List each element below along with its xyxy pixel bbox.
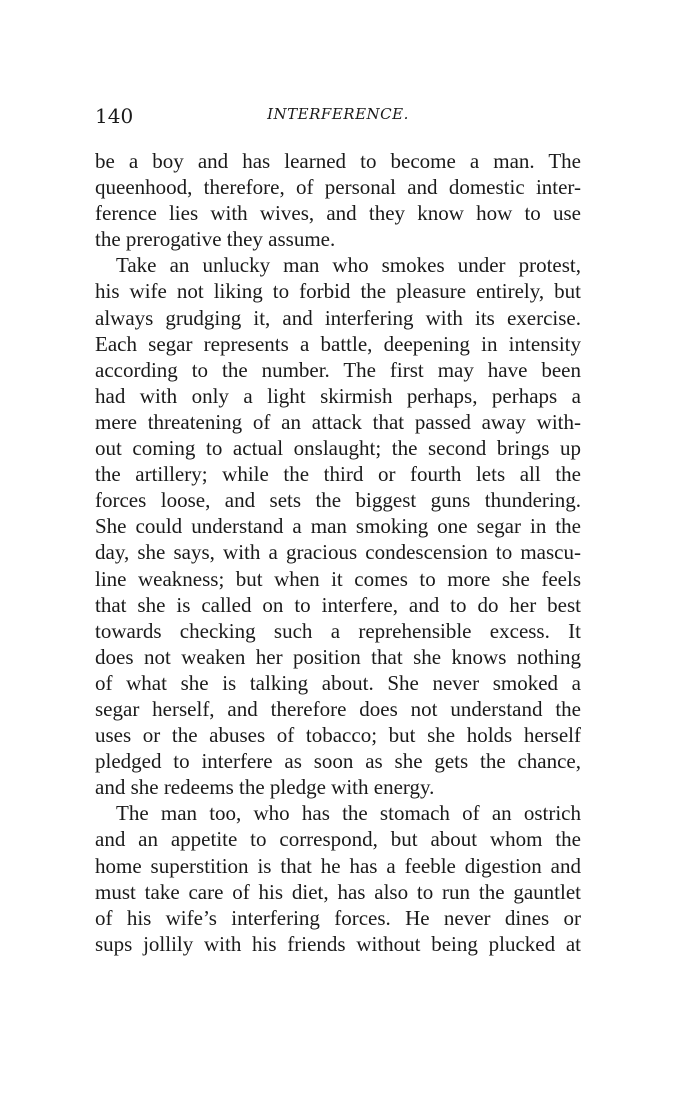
text-line: She could understand a man smoking one segar in the <box>95 514 581 539</box>
text-line: and an appetite to correspond, but about whom the <box>95 827 581 852</box>
text-line: home superstition is that he has a feeble digestion and <box>95 853 581 878</box>
text-line: segar herself, and therefore does not understand the <box>95 696 581 721</box>
running-title: INTERFERENCE. <box>267 105 409 123</box>
text-line: queenhood, therefore, of personal and domestic inter- <box>95 175 581 200</box>
text-line: of his wife’s interfering forces. He never dines or <box>95 905 581 930</box>
page-header <box>95 104 581 132</box>
text-line: Take an unlucky man who smokes under protest, <box>116 253 581 278</box>
text-line: out coming to actual onslaught; the second brings up <box>95 436 581 461</box>
text-line: The man too, who has the stomach of an ostrich <box>116 801 581 826</box>
text-line: forces loose, and sets the biggest guns thundering. <box>95 488 581 513</box>
text-line: Each segar represents a battle, deepening in intensity <box>95 331 581 356</box>
body-text <box>95 148 581 957</box>
text-line: must take care of his diet, has also to run the gauntlet <box>95 879 581 904</box>
text-line: that she is called on to interfere, and to do her best <box>95 592 581 617</box>
text-line: his wife not liking to forbid the pleasure entirely, but <box>95 279 581 304</box>
text-line: mere threatening of an attack that passed away with- <box>95 409 581 434</box>
text-line: uses or the abuses of tobacco; but she holds herself <box>95 723 581 748</box>
text-line: does not weaken her position that she knows nothing <box>95 644 581 669</box>
text-line: day, she says, with a gracious condescension to mascu- <box>95 540 581 565</box>
text-line: the artillery; while the third or fourth lets all the <box>95 462 581 487</box>
text-line: be a boy and has learned to become a man. The <box>95 149 581 173</box>
text-line: the prerogative they assume. <box>95 227 336 252</box>
text-line: line weakness; but when it comes to more she feels <box>95 566 581 591</box>
text-line: ference lies with wives, and they know how to use <box>95 201 581 226</box>
text-line: and she redeems the pledge with energy. <box>95 775 435 800</box>
text-line: pledged to interfere as soon as she gets the chance, <box>95 749 581 774</box>
text-line: according to the number. The first may have been <box>95 357 581 382</box>
text-line: had with only a light skirmish perhaps, perhaps a <box>95 383 581 408</box>
page-number: 140 <box>95 104 134 128</box>
text-line: sups jollily with his friends without being plucked at <box>95 931 581 956</box>
text-line: towards checking such a reprehensible excess. It <box>95 618 581 643</box>
text-line: always grudging it, and interfering with its exercise. <box>95 305 581 330</box>
text-line: of what she is talking about. She never smoked a <box>95 670 581 695</box>
